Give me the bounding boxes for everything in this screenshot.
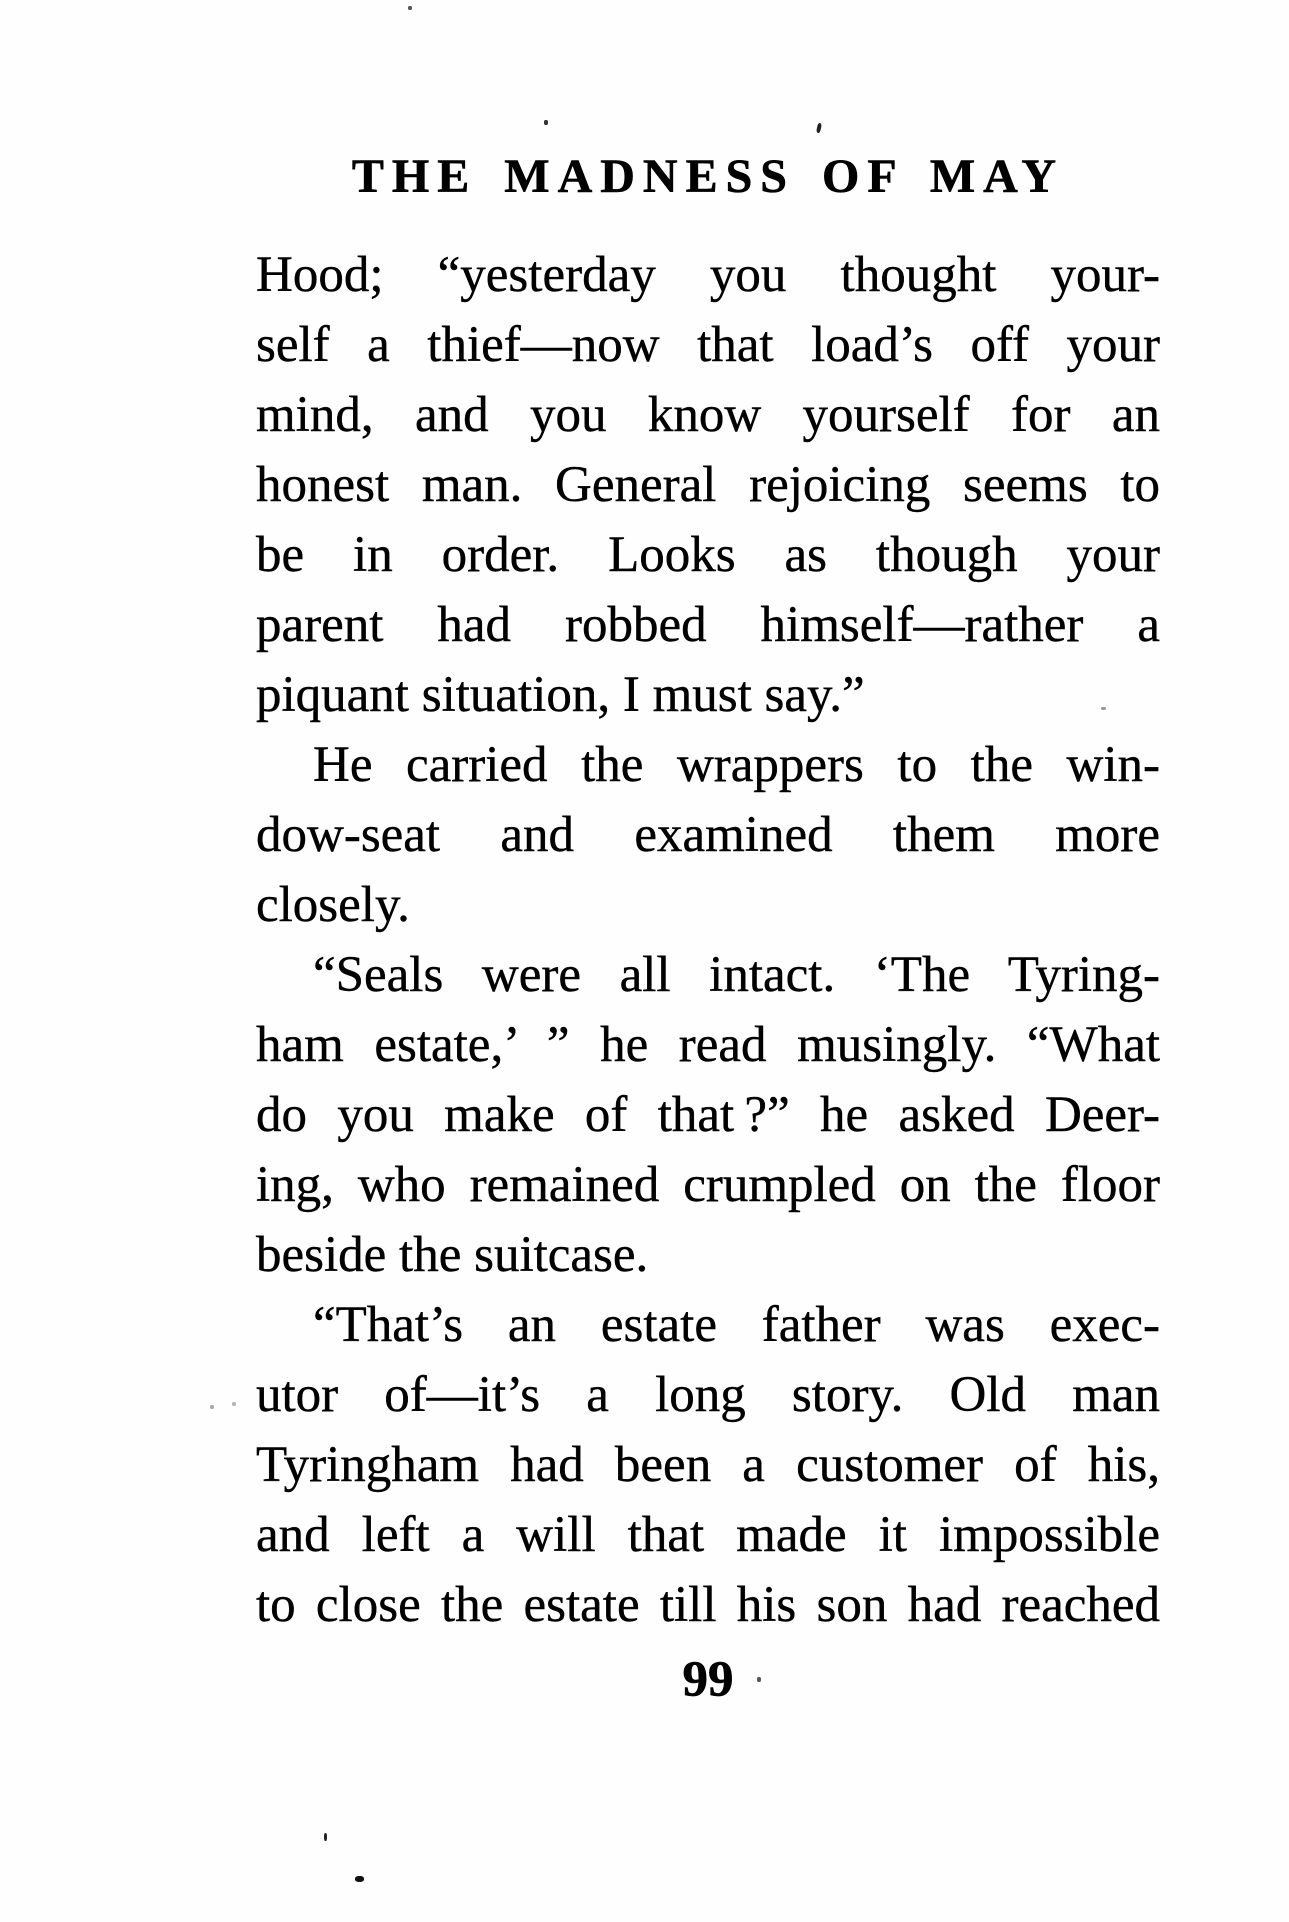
text-line: to close the estate till his son had reached <box>256 1577 1160 1633</box>
text-line: parent had robbed himself—rather a <box>256 597 1160 653</box>
text-line: and left a will that made it impossible <box>256 1507 1160 1563</box>
text-line: ham estate,’ ” he read musingly. “What <box>256 1017 1160 1073</box>
scan-speck <box>544 120 548 125</box>
text-line: “Seals were all intact. ‘The Tyring- <box>313 947 1160 1003</box>
text-line: Hood; “yesterday you thought your- <box>256 247 1160 303</box>
text-line: piquant situation, I must say.” <box>256 667 865 723</box>
text-line: ing, who remained crumpled on the floor <box>256 1157 1160 1213</box>
text-line: mind, and you know yourself for an <box>256 387 1160 443</box>
text-line: beside the suitcase. <box>256 1227 649 1283</box>
text-line: dow-seat and examined them more <box>256 807 1160 863</box>
running-header: THE MADNESS OF MAY <box>351 150 1065 203</box>
text-line: He carried the wrappers to the win- <box>313 737 1160 793</box>
scan-speck <box>232 1402 236 1406</box>
scan-speck <box>816 123 822 134</box>
scan-speck <box>324 1833 327 1841</box>
scan-speck <box>210 1405 214 1409</box>
text-line: utor of—it’s a long story. Old man <box>256 1367 1160 1423</box>
scan-speck <box>408 6 412 10</box>
text-line: closely. <box>256 877 410 933</box>
page-number: 99 <box>682 1652 734 1708</box>
text-block <box>256 240 1160 1640</box>
text-line: do you make of that ?” he asked Deer- <box>256 1087 1160 1143</box>
text-line: self a thief—now that load’s off your <box>256 317 1160 373</box>
text-line: Tyringham had been a customer of his, <box>256 1437 1160 1493</box>
text-line: “That’s an estate father was exec- <box>313 1297 1160 1353</box>
scan-speck <box>1101 707 1106 710</box>
scan-speck <box>757 1677 761 1682</box>
text-line: be in order. Looks as though your <box>256 527 1160 583</box>
scan-speck <box>355 1876 364 1882</box>
text-line: honest man. General rejoicing seems to <box>256 457 1160 513</box>
